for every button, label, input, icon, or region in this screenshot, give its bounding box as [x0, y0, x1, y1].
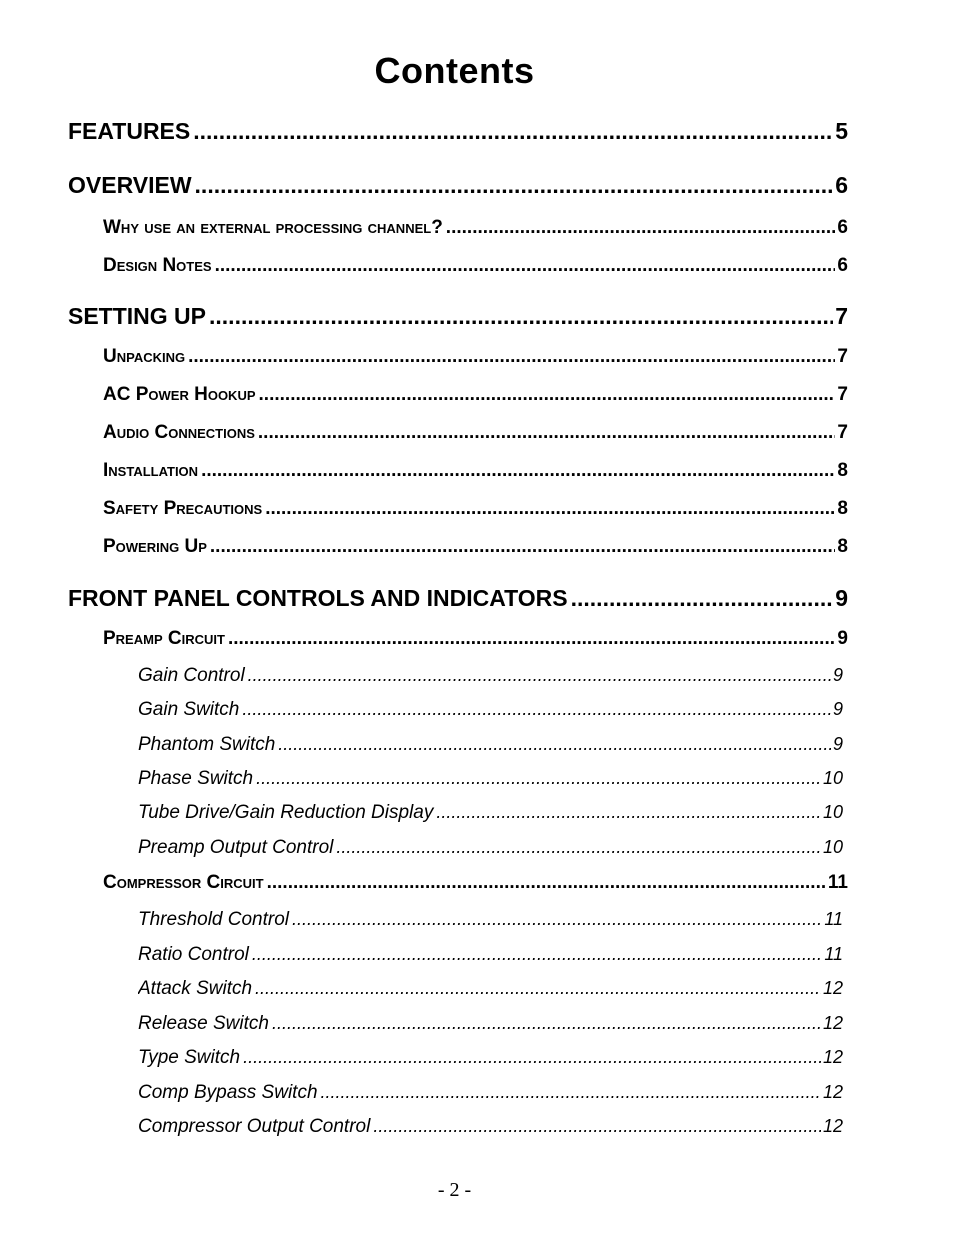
toc-entry-ac-power-hookup[interactable]	[103, 384, 848, 410]
dot-leader	[210, 536, 836, 558]
toc-entry-setting-up[interactable]	[68, 303, 848, 333]
dot-leader	[256, 768, 821, 789]
toc-entry-overview[interactable]	[68, 172, 848, 202]
toc-entry-preamp-circuit[interactable]	[103, 628, 848, 654]
toc-label: Compressor Circuit	[103, 872, 264, 893]
toc-entry-ratio-control[interactable]	[138, 944, 843, 970]
toc-entry-compressor-circuit[interactable]	[103, 872, 848, 898]
toc-entry-powering-up[interactable]	[103, 536, 848, 562]
toc-page-number: 7	[837, 422, 848, 443]
toc-label: AC Power Hookup	[103, 384, 256, 405]
dot-leader	[267, 872, 826, 894]
toc-page-number: 9	[835, 585, 848, 611]
toc-page-number: 8	[837, 536, 848, 557]
dot-leader	[248, 665, 831, 686]
toc-entry-attack-switch[interactable]	[138, 978, 843, 1004]
toc-label: Phantom Switch	[138, 734, 276, 755]
toc-label: Compressor Output Control	[138, 1116, 371, 1137]
dot-leader	[571, 585, 834, 612]
toc-page-number: 7	[837, 384, 848, 405]
dot-leader	[436, 802, 821, 823]
toc-label: Why use an external processing channel?	[103, 217, 443, 238]
toc-entry-preamp-output-control[interactable]	[138, 837, 843, 863]
dot-leader	[243, 1047, 821, 1068]
toc-page-number: 12	[822, 978, 843, 998]
toc-entry-design-notes[interactable]	[103, 255, 848, 281]
toc-label: Installation	[103, 460, 199, 481]
toc-page-number: 11	[824, 909, 843, 929]
toc-label: Safety Precautions	[103, 498, 263, 519]
toc-page-number: 7	[837, 346, 848, 367]
toc-label: Preamp Output Control	[138, 837, 334, 858]
toc-entry-gain-switch[interactable]	[138, 699, 843, 725]
toc-label: Ratio Control	[138, 944, 249, 965]
dot-leader	[321, 1082, 821, 1103]
toc-label: Preamp Circuit	[103, 628, 225, 649]
toc-label: Audio Connections	[103, 422, 255, 443]
toc-label: OVERVIEW	[68, 172, 192, 198]
toc-entry-unpacking[interactable]	[103, 346, 848, 372]
toc-entry-safety-precautions[interactable]	[103, 498, 848, 524]
toc-label: Release Switch	[138, 1013, 269, 1034]
dot-leader	[255, 978, 821, 999]
toc-entry-front-panel[interactable]	[68, 585, 848, 615]
dot-leader	[446, 217, 836, 239]
toc-label: Powering Up	[103, 536, 207, 557]
page-title: Contents	[374, 50, 535, 91]
toc-entry-compressor-output-control[interactable]	[138, 1116, 843, 1142]
dot-leader	[278, 734, 831, 755]
toc-page-number: 9	[832, 734, 843, 754]
toc-label: Gain Switch	[138, 699, 240, 720]
toc-label: Tube Drive/Gain Reduction Display	[138, 802, 434, 823]
toc-page-number: 6	[837, 255, 848, 276]
toc-label: Design Notes	[103, 255, 212, 276]
toc-page-number: 9	[832, 699, 843, 719]
toc-entry-installation[interactable]	[103, 460, 848, 486]
toc-label: SETTING UP	[68, 303, 207, 329]
toc-page-number: 9	[832, 665, 843, 685]
toc-page-number: 6	[837, 217, 848, 238]
toc-entry-audio-connections[interactable]	[103, 422, 848, 448]
toc-entry-tube-drive-display[interactable]	[138, 802, 843, 828]
toc-label: FEATURES	[68, 118, 191, 144]
toc-page-number: 11	[824, 944, 843, 964]
toc-entry-phase-switch[interactable]	[138, 768, 843, 794]
dot-leader	[258, 422, 836, 444]
dot-leader	[336, 837, 821, 858]
dot-leader	[265, 498, 835, 520]
toc-label: Threshold Control	[138, 909, 290, 930]
toc-page-number: 12	[822, 1082, 843, 1102]
toc-entry-features[interactable]	[68, 118, 848, 148]
toc-label: Type Switch	[138, 1047, 241, 1068]
dot-leader	[252, 944, 822, 965]
toc-entry-threshold-control[interactable]	[138, 909, 843, 935]
toc-page-number: 9	[837, 628, 848, 649]
toc-label: Unpacking	[103, 346, 186, 367]
toc-entry-gain-control[interactable]	[138, 665, 843, 691]
toc-page-number: 8	[837, 460, 848, 481]
toc-label: Gain Control	[138, 665, 245, 686]
dot-leader	[193, 118, 833, 145]
toc-page-number: 10	[822, 837, 843, 857]
toc-page-number: 10	[822, 802, 843, 822]
toc-page-number: 5	[835, 118, 848, 144]
dot-leader	[259, 384, 836, 406]
toc-page-number: 11	[827, 872, 848, 893]
dot-leader	[188, 346, 835, 368]
dot-leader	[201, 460, 835, 482]
dot-leader	[209, 303, 833, 330]
toc-entry-why-external-channel[interactable]	[103, 217, 848, 243]
dot-leader	[215, 255, 836, 277]
dot-leader	[292, 909, 822, 930]
toc-entry-release-switch[interactable]	[138, 1013, 843, 1039]
toc-label: Phase Switch	[138, 768, 254, 789]
dot-leader	[242, 699, 831, 720]
toc-page-number: 12	[822, 1013, 843, 1033]
toc-page-number: 12	[822, 1116, 843, 1136]
dot-leader	[228, 628, 835, 650]
toc-page-number: 6	[835, 172, 848, 198]
toc-label: Attack Switch	[138, 978, 253, 999]
toc-page-number: 12	[822, 1047, 843, 1067]
dot-leader	[272, 1013, 821, 1034]
toc-entry-comp-bypass-switch[interactable]	[138, 1082, 843, 1108]
toc-label: Comp Bypass Switch	[138, 1082, 318, 1103]
toc-entry-phantom-switch[interactable]	[138, 734, 843, 760]
dot-leader	[373, 1116, 821, 1137]
toc-page-number: 10	[822, 768, 843, 788]
dot-leader	[195, 172, 834, 199]
toc-entry-type-switch[interactable]	[138, 1047, 843, 1073]
toc-page-number: 7	[835, 303, 848, 329]
toc-page-number: 8	[837, 498, 848, 519]
page-number: - 2 -	[437, 1179, 472, 1201]
toc-label: FRONT PANEL CONTROLS AND INDICATORS	[68, 585, 568, 611]
